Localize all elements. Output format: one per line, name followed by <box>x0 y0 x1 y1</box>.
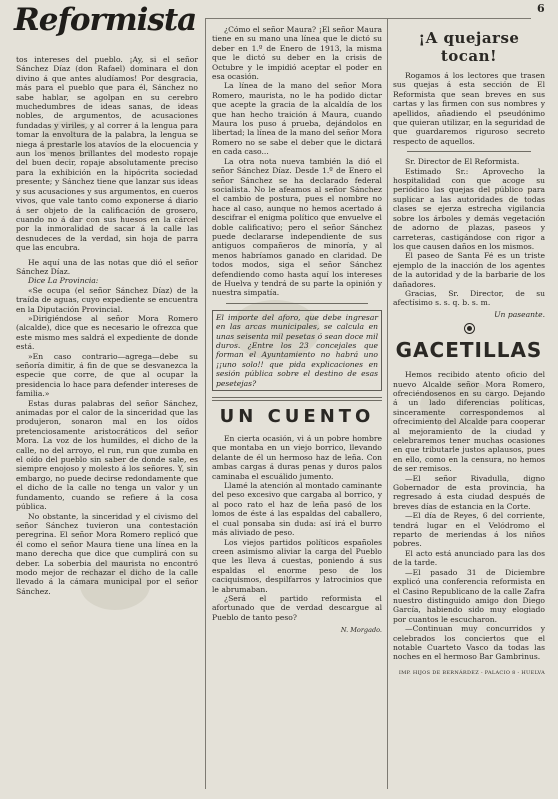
article-paragraph: Estas duras palabras del señor Sánchez, animadas por el calor de la sinceridad que las produjeron, sonaron mal en los oídos pretenciosamente aristocráticos del señor Mora. La voz de los humildes, el dicho de la calle, no del arroyo, el run, run que zumba en el oído del pueblo sin saber de donde sale, es siempre enojoso y molesto á los señores. Y, sin embargo, no puede decirse redondamente que el dicho de la calle no tenga un valor y un fundamento, cuando se refiere á la cosa pública. <box>16 398 198 512</box>
article-paragraph: He aquí una de las notas que dió el señor Sánchez Díaz. <box>16 257 198 276</box>
letter-signature: Un paseante. <box>494 309 545 319</box>
article-paragraph: «Se ocupa (el señor Sánchez Díaz) de la traída de aguas, cuyo expediente se encuentra en la Diputación Provincial. <box>16 285 198 314</box>
story-paragraph: ¿Será el partido reformista el afortunado que de verdad descargue al Pueblo de tanto peso? <box>212 593 382 622</box>
header-rule <box>206 18 531 19</box>
column-divider <box>205 18 206 789</box>
article-paragraph: »Dirigiéndose al señor Mora Romero (alcalde), dice que es necesario le ofrezca que este mismo mes saldrá el expediente de donde está. <box>16 313 198 352</box>
article-paragraph: La línea de la mano del señor Mora Romero, maurista, no le ha podido dictar que acepte la gracia de la alcaldía de los que han hecho traición á Maura, cuando Maura los puso á prueba, dejándolos en libertad; la línea de la mano del señor Mora Romero no se sabe el deber que le dictará en cada caso... <box>212 81 382 157</box>
story-paragraph: Los viejos partidos políticos españoles creen asimismo aliviar la carga del Pueblo que les lleva á cuestas, poniendo á sus espaldas el enorme peso de los caciquismos, despilfarros y latrocinios que le abrumaban. <box>212 537 382 594</box>
section-intro: Rogamos á los lectores que trasen sus quejas á esta sección de El Reformista que sean breves en sus cartas y las firmen con sus nombres y apellidos, añadiendo el pseudónimo que quieran utilizar, en la seguridad de que guardaremos riguroso secreto respecto de aquellos. <box>393 71 545 146</box>
boxed-notice: El importe del aforo, que debe ingresar en las arcas municipales, se calcula en unas seisenta mil pesetas ó sean doce mil duros. ¿Entre los 23 concejales que forman el Ayuntamiento no habrá uno ¡¡uno solo!! que pida explicaciones en sesión pública sobre el destino de esas pesetejas? <box>212 310 382 391</box>
letter-paragraph: Gracias, Sr. Director, de su afectísimo s. s. q. b. s. m. <box>393 288 545 308</box>
section-rule <box>226 303 368 304</box>
section-rule <box>212 397 382 401</box>
news-item: —El señor Rivadulla, digno Gobernador de esta provincia, ha regresado á esta ciudad después de breves días de estancia en la Corte. <box>393 473 545 511</box>
news-item: —El pasado 31 de Diciembre explicó una conferencia reformista en el Casino Republicano de la calle Zafra nuestro distinguido amigo don Diego García, habiendo sido muy elogiado por cuantos le escucharon. <box>393 567 545 624</box>
masthead-logo: Reformista <box>14 2 197 38</box>
story-title: UN CUENTO <box>219 406 375 428</box>
story-paragraph: En cierta ocasión, vi á un pobre hombre que montaba en un viejo borrico, llevando delante de él un hermoso haz de leña. Con ambas cargas á duras penas y duros palos caminaba el escuálido jumento. <box>212 434 382 481</box>
column-3 <box>393 25 545 677</box>
news-item: El acto está anunciado para las dos de la tarde. <box>393 548 545 568</box>
column-1 <box>16 55 198 596</box>
news-item: —El día de Reyes, 6 del corriente, tendrá lugar en el Velódromo el reparto de meriendas á los niños pobres. <box>393 511 545 549</box>
column-2 <box>212 25 382 636</box>
printer-imprint: IMP. HIJOS DE BERNÁRDEZ - PALACIO 8 - HUELVA <box>398 669 545 676</box>
news-item: Hemos recibido atento oficio del nuevo Alcalde señor Mora Romero, ofreciéndosenos en su cargo. Dejando á un lado diferencias políticas, sinceramente correspondemos al ofrecimiento del Alcalde para cooperar al mejoramiento de la ciudad y celebraremos tener muchas ocasiones en que tributarle justos aplausos, pues en ello, como en la censura, no hemos de ser remisos. <box>393 370 545 474</box>
column-divider <box>387 18 388 789</box>
page-number: 6 <box>537 2 545 15</box>
gacetillas-title: GACETILLAS <box>395 338 543 363</box>
section-rule <box>407 151 531 152</box>
article-paragraph: ¿Cómo el señor Maura? ¡El señor Maura tiene en su mano una línea que le dictó su deber en 1.º de Enero de 1913, la misma que le dictó su deber en la crisis de Octubre y le impidió aceptar el poder en esa ocasión. <box>212 25 382 82</box>
story-signature: N. Morgado. <box>340 626 382 635</box>
ornament-icon <box>464 323 475 334</box>
article-paragraph: tos intereses del pueblo. ¡Ay, si el señor Sánchez Díaz (don Rafael) dominara el don divino á que antes aludíamos! Por desgracia, más para el pueblo que para él, Sánchez no sabe hablar, se agolpan en su cerebro muchedumbres de ideas sanas, de ideas nobles, de argumentos, de acusaciones fundadas y viriles, y al correr á la lengua para tomar la envoltura de la palabra, la lengua se niega á prestarle los atavíos de la elocuencia y aun los menos brillantes del modesto ropaje del buen decir, ropaje absolutamente preciso para la exhibición en la hipócrita sociedad presente; y Sánchez tiene que lanzar sus ideas y sus acusaciones y sus argumentos, en cueros vivos, que vale tanto como exponerse á diario á ser objeto de la calificación de grosero, cuando no á dar con sus huesos en la cárcel por la inmoralidad de sacar á la calle las desnudeces de la verdad, sin hoja de parra que las encubra. <box>16 55 198 253</box>
article-paragraph: La otra nota nueva también la dió el señor Sánchez Díaz. Desde 1.º de Enero el señor Sánchez se ha declarado federal socialista. No le afeamos al señor Sánchez el cambio de postura, pues el nombre no hace al caso, aunque no hemos acertado á descifrar el enigma político que envuelve el doble calificativo; pero el señor Sánchez puede declararse independiente de sus antiguos compañeros de minoría, y al menos habríamos ganado en claridad. De todos modos, siga el señor Sánchez defendiendo como hasta aquí los intereses de Huelva y tendrá de su parte la opinión y nuestra simpatía. <box>212 156 382 298</box>
article-paragraph: »En caso contrario—agrega—debe su señoría dimitir, á fin de que se desvanezca la especie que corre, de que al ocupar la presidencia lo hace para defender intereses de familia.» <box>16 351 198 399</box>
article-paragraph: No obstante, la sinceridad y el civismo del señor Sánchez tuvieron una contestación peregrina. El señor Mora Romero replicó que él como el señor Maura tiene una línea en la mano derecha que dice que cumplirá con su deber. La soberbia del maurista no encontró modo mejor de rechazar el dicho de la calle llevado á la cámara municipal por el señor Sánchez. <box>16 511 198 596</box>
letter-paragraph: Estimado Sr.: Aprovecho la hospitalidad con que acoge su periódico las quejas del público para suplicar a las autoridades de todas clases se ejerza estrecha vigilancia sobre los árboles y demás vegetación de adorno de plazas, paseos y carreteras, castigándose con rigor a los que causen daños en los mismos. <box>393 166 545 251</box>
article-paragraph: Dice La Provincia: <box>28 276 99 286</box>
letter-paragraph: El paseo de Santa Fé es un triste ejemplo de la inacción de los agentes de la autoridad y de la barbarie de los dañadores. <box>393 251 545 289</box>
news-item: —Continuan muy concurridos y celebrados los conciertos que el notable Cuarteto Vasco da todas las noches en el hermoso Bar Gambrinus. <box>393 624 545 662</box>
letter-heading: Sr. Director de El Reformista. <box>405 157 520 167</box>
section-title: ¡A quejarse tocan! <box>418 29 520 65</box>
story-paragraph: Llamé la atención al montado caminante del peso excesivo que cargaba al borrico, y al poco rato el haz de leña pasó de los lomos de éste á las espaldas del caballero, el cual ponsaba sin duda: así irá el burro más aliviado de peso. <box>212 481 382 538</box>
